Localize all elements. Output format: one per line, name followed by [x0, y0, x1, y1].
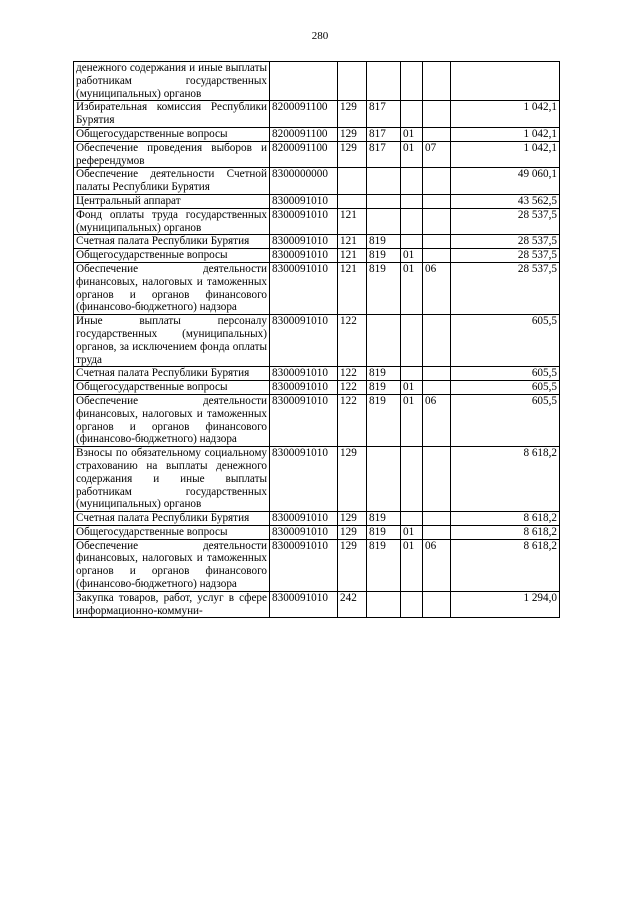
target-code-cell: 8200091100: [270, 141, 338, 168]
subsection-cell: [423, 194, 451, 208]
subsection-cell: [423, 447, 451, 512]
expense-type-cell: 129: [338, 101, 367, 128]
admin-code-cell: 819: [367, 262, 401, 314]
row-name-cell: Иные выплаты персоналу государственных (муниципальных) органов, за исключением фонда оплаты труда: [74, 315, 270, 367]
expense-type-cell: 242: [338, 591, 367, 618]
table-row: [74, 394, 560, 446]
admin-code-cell: 819: [367, 512, 401, 526]
row-name-cell: Обеспечение проведения выборов и референдумов: [74, 141, 270, 168]
target-code-cell: 8300091010: [270, 394, 338, 446]
table-row: [74, 235, 560, 249]
admin-code-cell: 817: [367, 101, 401, 128]
row-name-cell: Обеспечение деятельности финансовых, налоговых и таможенных органов и органов финансового (финансово-бюджетного) надзора: [74, 539, 270, 591]
amount-cell: 605,5: [451, 315, 560, 367]
row-name-cell: Взносы по обязательному социальному страхованию на выплаты денежного содержания и иные выплаты работникам государственных (муниципальных) органов: [74, 447, 270, 512]
subsection-cell: [423, 62, 451, 101]
table-row: [74, 367, 560, 381]
amount-cell: 605,5: [451, 381, 560, 395]
target-code-cell: 8300091010: [270, 525, 338, 539]
amount-cell: 1 042,1: [451, 127, 560, 141]
section-cell: 01: [401, 141, 423, 168]
table-row: [74, 315, 560, 367]
amount-cell: 28 537,5: [451, 235, 560, 249]
subsection-cell: 06: [423, 539, 451, 591]
section-cell: [401, 447, 423, 512]
row-name-cell: Центральный аппарат: [74, 194, 270, 208]
expense-type-cell: [338, 194, 367, 208]
admin-code-cell: [367, 447, 401, 512]
row-name-cell: денежного содержания и иные выплаты работникам государственных (муниципальных) органов: [74, 62, 270, 101]
section-cell: [401, 194, 423, 208]
expense-type-cell: 122: [338, 381, 367, 395]
row-name-cell: Общегосударственные вопросы: [74, 127, 270, 141]
subsection-cell: [423, 367, 451, 381]
target-code-cell: [270, 62, 338, 101]
expense-type-cell: 129: [338, 512, 367, 526]
section-cell: 01: [401, 394, 423, 446]
section-cell: [401, 235, 423, 249]
subsection-cell: [423, 525, 451, 539]
row-name-cell: Общегосударственные вопросы: [74, 381, 270, 395]
subsection-cell: [423, 101, 451, 128]
admin-code-cell: [367, 315, 401, 367]
row-name-cell: Счетная палата Республики Бурятия: [74, 512, 270, 526]
budget-table: [73, 61, 560, 618]
amount-cell: 28 537,5: [451, 249, 560, 263]
target-code-cell: 8300000000: [270, 168, 338, 195]
amount-cell: [451, 62, 560, 101]
amount-cell: 49 060,1: [451, 168, 560, 195]
subsection-cell: [423, 235, 451, 249]
subsection-cell: [423, 249, 451, 263]
target-code-cell: 8200091100: [270, 101, 338, 128]
admin-code-cell: 819: [367, 525, 401, 539]
expense-type-cell: 121: [338, 262, 367, 314]
amount-cell: 605,5: [451, 367, 560, 381]
section-cell: 01: [401, 539, 423, 591]
section-cell: 01: [401, 127, 423, 141]
admin-code-cell: [367, 62, 401, 101]
section-cell: 01: [401, 249, 423, 263]
expense-type-cell: 129: [338, 525, 367, 539]
amount-cell: 8 618,2: [451, 525, 560, 539]
amount-cell: 8 618,2: [451, 512, 560, 526]
section-cell: [401, 168, 423, 195]
expense-type-cell: 122: [338, 315, 367, 367]
admin-code-cell: 819: [367, 249, 401, 263]
expense-type-cell: 122: [338, 367, 367, 381]
expense-type-cell: 121: [338, 208, 367, 235]
table-row: [74, 168, 560, 195]
target-code-cell: 8300091010: [270, 381, 338, 395]
subsection-cell: [423, 591, 451, 618]
row-name-cell: Общегосударственные вопросы: [74, 249, 270, 263]
subsection-cell: [423, 381, 451, 395]
expense-type-cell: 129: [338, 447, 367, 512]
subsection-cell: [423, 315, 451, 367]
section-cell: [401, 591, 423, 618]
admin-code-cell: 819: [367, 381, 401, 395]
page-number: 280: [311, 30, 329, 42]
target-code-cell: 8300091010: [270, 539, 338, 591]
row-name-cell: Избирательная комиссия Республики Бурятия: [74, 101, 270, 128]
section-cell: 01: [401, 525, 423, 539]
admin-code-cell: [367, 208, 401, 235]
expense-type-cell: 122: [338, 394, 367, 446]
table-row: [74, 262, 560, 314]
row-name-cell: Обеспечение деятельности финансовых, налоговых и таможенных органов и органов финансового (финансово-бюджетного) надзора: [74, 262, 270, 314]
expense-type-cell: [338, 62, 367, 101]
row-name-cell: Счетная палата Республики Бурятия: [74, 367, 270, 381]
row-name-cell: Обеспечение деятельности Счетной палаты Республики Бурятия: [74, 168, 270, 195]
subsection-cell: 06: [423, 394, 451, 446]
admin-code-cell: 819: [367, 235, 401, 249]
expense-type-cell: 129: [338, 127, 367, 141]
table-row: [74, 62, 560, 101]
subsection-cell: [423, 168, 451, 195]
table-row: [74, 101, 560, 128]
section-cell: 01: [401, 381, 423, 395]
row-name-cell: Фонд оплаты труда государственных (муниципальных) органов: [74, 208, 270, 235]
expense-type-cell: 121: [338, 235, 367, 249]
row-name-cell: Закупка товаров, работ, услуг в сфере информационно-коммуни-: [74, 591, 270, 618]
admin-code-cell: 819: [367, 539, 401, 591]
table-row: [74, 141, 560, 168]
admin-code-cell: 819: [367, 367, 401, 381]
amount-cell: 43 562,5: [451, 194, 560, 208]
table-row: [74, 127, 560, 141]
admin-code-cell: 817: [367, 127, 401, 141]
expense-type-cell: 129: [338, 141, 367, 168]
amount-cell: 28 537,5: [451, 208, 560, 235]
section-cell: [401, 208, 423, 235]
subsection-cell: 06: [423, 262, 451, 314]
row-name-cell: Общегосударственные вопросы: [74, 525, 270, 539]
table-body: [74, 62, 560, 618]
target-code-cell: 8300091010: [270, 367, 338, 381]
subsection-cell: 07: [423, 141, 451, 168]
expense-type-cell: 121: [338, 249, 367, 263]
target-code-cell: 8200091100: [270, 127, 338, 141]
section-cell: [401, 512, 423, 526]
expense-type-cell: 129: [338, 539, 367, 591]
amount-cell: 28 537,5: [451, 262, 560, 314]
admin-code-cell: [367, 168, 401, 195]
admin-code-cell: 817: [367, 141, 401, 168]
table-row: [74, 249, 560, 263]
amount-cell: 1 042,1: [451, 101, 560, 128]
subsection-cell: [423, 127, 451, 141]
subsection-cell: [423, 512, 451, 526]
admin-code-cell: 819: [367, 394, 401, 446]
target-code-cell: 8300091010: [270, 208, 338, 235]
table-row: [74, 381, 560, 395]
target-code-cell: 8300091010: [270, 249, 338, 263]
section-cell: 01: [401, 262, 423, 314]
target-code-cell: 8300091010: [270, 447, 338, 512]
table-row: [74, 512, 560, 526]
table-row: [74, 591, 560, 618]
row-name-cell: Счетная палата Республики Бурятия: [74, 235, 270, 249]
section-cell: [401, 367, 423, 381]
section-cell: [401, 101, 423, 128]
target-code-cell: 8300091010: [270, 235, 338, 249]
admin-code-cell: [367, 591, 401, 618]
amount-cell: 605,5: [451, 394, 560, 446]
table-row: [74, 539, 560, 591]
table-row: [74, 194, 560, 208]
section-cell: [401, 315, 423, 367]
target-code-cell: 8300091010: [270, 315, 338, 367]
amount-cell: 1 042,1: [451, 141, 560, 168]
target-code-cell: 8300091010: [270, 591, 338, 618]
amount-cell: 1 294,0: [451, 591, 560, 618]
target-code-cell: 8300091010: [270, 262, 338, 314]
amount-cell: 8 618,2: [451, 539, 560, 591]
target-code-cell: 8300091010: [270, 512, 338, 526]
amount-cell: 8 618,2: [451, 447, 560, 512]
target-code-cell: 8300091010: [270, 194, 338, 208]
table-row: [74, 447, 560, 512]
row-name-cell: Обеспечение деятельности финансовых, налоговых и таможенных органов и органов финансового (финансово-бюджетного) надзора: [74, 394, 270, 446]
section-cell: [401, 62, 423, 101]
admin-code-cell: [367, 194, 401, 208]
expense-type-cell: [338, 168, 367, 195]
table-row: [74, 208, 560, 235]
subsection-cell: [423, 208, 451, 235]
table-row: [74, 525, 560, 539]
